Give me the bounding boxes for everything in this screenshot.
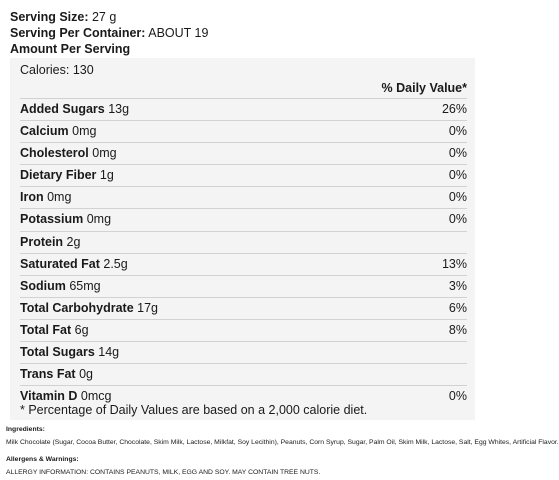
table-row <box>20 341 467 363</box>
nutrient-amount: 2g <box>66 234 81 249</box>
nutrient-amount: 17g <box>137 300 159 315</box>
nutrient-name: Cholesterol <box>20 146 89 161</box>
nutrient-amount: 14g <box>98 345 120 360</box>
nutrient-amount: 2.5g <box>103 256 128 271</box>
table-row <box>20 98 467 120</box>
servings-per-container-line <box>10 25 470 41</box>
table-row <box>20 297 467 319</box>
calories-value: 130 <box>72 63 94 77</box>
nutrient-name: Vitamin D <box>20 389 78 404</box>
table-row <box>20 231 467 253</box>
daily-value-header: % Daily Value* <box>381 81 467 95</box>
serving-size-value: 27 g <box>91 10 117 24</box>
table-row <box>20 186 467 208</box>
nutrient-daily-value: 0% <box>448 389 467 404</box>
nutrient-name: Dietary Fiber <box>20 168 97 183</box>
nutrient-daily-value: 6% <box>448 300 467 315</box>
nutrient-daily-value: 13% <box>441 256 467 271</box>
ingredients-title: Ingredients: <box>6 426 45 433</box>
nutrient-daily-value: 3% <box>448 278 467 293</box>
calories-label: Calories: <box>20 63 70 77</box>
servings-per-container-value: ABOUT 19 <box>148 26 209 40</box>
nutrient-amount: 0mg <box>86 212 112 227</box>
nutrient-amount: 0mg <box>47 190 72 205</box>
nutrient-daily-value: 0% <box>448 168 467 183</box>
allergens-title: Allergens & Warnings: <box>6 456 79 463</box>
nutrient-amount: 0mg <box>92 146 117 161</box>
serving-size-label: Serving Size: <box>10 10 89 24</box>
nutrient-table <box>20 98 467 407</box>
nutrient-daily-value: 0% <box>448 146 467 161</box>
nutrient-amount: 1g <box>99 168 114 183</box>
nutrient-amount: 6g <box>74 322 89 337</box>
nutrient-daily-value: 0% <box>448 124 467 139</box>
nutrient-name: Protein <box>20 234 64 249</box>
amount-per-serving-label: Amount Per Serving <box>10 42 131 56</box>
nutrient-daily-value: 26% <box>441 102 467 116</box>
nutrient-name: Sodium <box>20 278 66 293</box>
nutrient-daily-value: 8% <box>448 322 467 337</box>
allergens-text: ALLERGY INFORMATION: CONTAINS PEANUTS, MILK, EGG AND SOY. MAY CONTAIN TREE NUTS. <box>6 469 321 476</box>
nutrient-amount: 0g <box>79 367 93 382</box>
calories-line <box>20 62 94 78</box>
amount-per-serving-line <box>10 41 470 57</box>
nutrient-name: Calcium <box>20 124 69 139</box>
table-row <box>20 164 467 186</box>
serving-size-line <box>10 9 470 25</box>
nutrient-amount: 65mg <box>69 278 101 293</box>
nutrient-name: Total Fat <box>20 322 72 337</box>
nutrient-daily-value: 0% <box>448 190 467 205</box>
nutrition-facts-panel <box>10 58 475 420</box>
nutrient-name: Saturated Fat <box>20 256 100 271</box>
nutrient-amount: 0mcg <box>80 389 112 404</box>
nutrient-amount: 13g <box>108 102 130 116</box>
servings-per-container-label: Serving Per Container: <box>10 26 146 40</box>
table-row <box>20 275 467 297</box>
table-row <box>20 120 467 142</box>
table-row <box>20 208 467 230</box>
table-row <box>20 142 467 164</box>
nutrient-name: Total Sugars <box>20 345 95 360</box>
nutrient-name: Total Carbohydrate <box>20 300 134 315</box>
table-row <box>20 363 467 385</box>
nutrient-name: Potassium <box>20 212 84 227</box>
daily-value-footnote: * Percentage of Daily Values are based on a 2,000 calorie diet. <box>20 403 368 417</box>
nutrient-name: Iron <box>20 190 44 205</box>
ingredients-text: Milk Chocolate (Sugar, Cocoa Butter, Chocolate, Skim Milk, Lactose, Milkfat, Soy Lecithin), Peanuts, Corn Syrup, Sugar, Palm Oil, Skim Milk, Lactose, Salt, Egg Whites, Artificial Flavor. <box>6 439 559 446</box>
table-row <box>20 319 467 341</box>
nutrient-amount: 0mg <box>72 124 97 139</box>
nutrient-name: Trans Fat <box>20 367 76 382</box>
nutrient-name: Added Sugars <box>20 102 105 116</box>
table-row <box>20 253 467 275</box>
serving-info <box>10 9 470 57</box>
nutrient-daily-value: 0% <box>448 212 467 227</box>
